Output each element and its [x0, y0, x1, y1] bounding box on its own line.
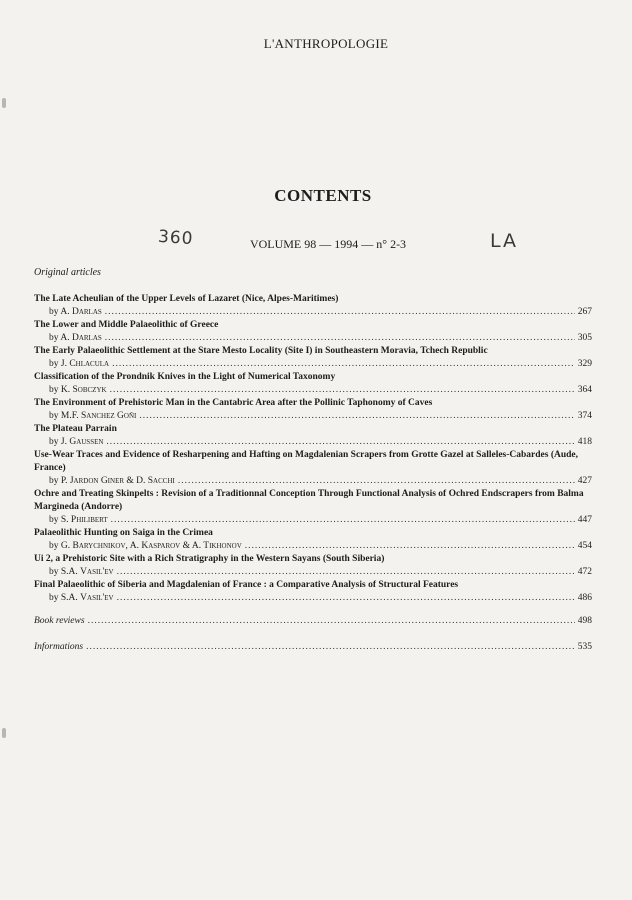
article-title: The Early Palaeolithic Settlement at the Stare Mesto Locality (Site I) in Southeastern Moravia, Tchech Republic [34, 346, 488, 356]
author-prefix: by S. [49, 515, 71, 525]
author-prefix: by S.A. [49, 567, 81, 577]
dot-leader [178, 475, 575, 488]
dot-leader [111, 514, 575, 527]
dot-leader [86, 641, 575, 654]
dot-leader [110, 384, 575, 397]
dot-leader [139, 410, 574, 423]
author-name: Gaussen [69, 437, 104, 447]
article-byline [34, 592, 592, 605]
toc-extra-row [34, 615, 592, 628]
article-author [49, 436, 103, 449]
page-number: 498 [577, 616, 592, 626]
author-prefix: by A. [49, 307, 72, 317]
page-number: 447 [577, 515, 592, 525]
dot-leader [105, 332, 575, 345]
author-prefix: by M.F. [49, 411, 81, 421]
article-author [49, 384, 107, 397]
article-title: Use-Wear Traces and Evidence of Resharpening and Hafting on Magdalenian Scrapers from Grotte Gazel at Salleles-Cabardes (Aude, France) [34, 450, 579, 473]
article-byline [34, 384, 592, 397]
article-byline [34, 540, 592, 553]
page-number: 418 [577, 437, 592, 447]
toc-entry [34, 449, 592, 488]
scan-edge-mark [2, 728, 6, 738]
article-title: The Plateau Parrain [34, 424, 117, 434]
page-number: 427 [577, 476, 592, 486]
article-author [49, 566, 114, 579]
article-author [49, 358, 109, 371]
page-number: 267 [577, 307, 592, 317]
page-number: 486 [577, 593, 592, 603]
toc-entry [34, 423, 592, 449]
page-number: 535 [577, 642, 592, 652]
page-number: 364 [577, 385, 592, 395]
handwritten-note-left: 360 [157, 226, 195, 250]
article-title: The Lower and Middle Palaeolithic of Greece [34, 320, 219, 330]
table-of-contents [34, 293, 592, 605]
handwritten-note-right: LA [490, 230, 519, 252]
toc-entry [34, 371, 592, 397]
dot-leader [106, 436, 574, 449]
author-name: Philibert [70, 515, 108, 525]
page-number: 374 [577, 411, 592, 421]
author-prefix: by P. [49, 476, 70, 486]
dot-leader [112, 358, 575, 371]
author-name: Darlas [71, 333, 102, 343]
article-byline [34, 358, 592, 371]
article-byline [34, 332, 592, 345]
dot-leader [117, 592, 575, 605]
extra-label: Informations [34, 642, 84, 652]
author-prefix: by A. [49, 333, 72, 343]
dot-leader [105, 306, 575, 319]
author-prefix: by J. [49, 437, 70, 447]
author-prefix: by S.A. [49, 593, 81, 603]
author-name: Darlas [71, 307, 102, 317]
article-title: Final Palaeolithic of Siberia and Magdalenian of France : a Comparative Analysis of Structural Features [34, 580, 459, 590]
toc-entry [34, 527, 592, 553]
dot-leader [117, 566, 575, 579]
article-title: Classification of the Prondnik Knives in the Light of Numerical Taxonomy [34, 372, 336, 382]
page-number: 305 [577, 333, 592, 343]
article-title: Ochre and Treating Skinpelts : Revision of a Traditionnal Conception Through Functional Analysis of Ochred Endscrapers from Balma Margineda (Andorre) [34, 489, 584, 512]
toc-entry [34, 488, 592, 527]
author-name: Sanchez Goñi [80, 411, 137, 421]
toc-entry [34, 345, 592, 371]
article-author [49, 592, 114, 605]
article-byline [34, 514, 592, 527]
article-byline [34, 410, 592, 423]
author-name: Vasil'ev [80, 593, 114, 603]
author-prefix: by K. [49, 385, 73, 395]
author-prefix: by G. [49, 541, 73, 551]
toc-entry [34, 579, 592, 605]
toc-extra-row [34, 641, 592, 654]
section-heading: Original articles [34, 267, 101, 278]
toc-entry [34, 319, 592, 345]
toc-entry [34, 553, 592, 579]
article-byline [34, 566, 592, 579]
article-author [49, 475, 175, 488]
article-author [49, 410, 136, 423]
dot-leader [88, 615, 575, 628]
article-byline [34, 475, 592, 488]
volume-line: VOLUME 98 — 1994 — n° 2-3 [249, 237, 407, 251]
author-name: Jardon Giner & D. Sacchi [69, 476, 175, 486]
article-byline [34, 436, 592, 449]
author-name: Vasil'ev [80, 567, 114, 577]
scan-edge-mark [2, 98, 6, 108]
article-byline [34, 306, 592, 319]
page-number: 472 [577, 567, 592, 577]
page-number: 329 [577, 359, 592, 369]
page-number: 454 [577, 541, 592, 551]
extra-label: Book reviews [34, 616, 85, 626]
article-title: The Late Acheulian of the Upper Levels of Lazaret (Nice, Alpes-Maritimes) [34, 294, 339, 304]
contents-title: CONTENTS [274, 186, 372, 205]
author-name: Sobczyk [72, 385, 107, 395]
author-prefix: by J. [49, 359, 70, 369]
article-author [49, 306, 102, 319]
author-name: Barychnikov, A. Kasparov & A. Tikhonov [72, 541, 242, 551]
article-title: Palaeolithic Hunting on Saiga in the Crimea [34, 528, 213, 538]
article-author [49, 332, 102, 345]
toc-entry [34, 293, 592, 319]
article-author [49, 514, 108, 527]
article-title: Ui 2, a Prehistoric Site with a Rich Stratigraphy in the Western Sayans (South Siberia) [34, 554, 385, 564]
article-title: The Environment of Prehistoric Man in the Cantabric Area after the Pollinic Taphonomy of Caves [34, 398, 433, 408]
toc-entry [34, 397, 592, 423]
journal-title: L'ANTHROPOLOGIE [263, 36, 389, 51]
extra-sections [34, 615, 592, 667]
article-author [49, 540, 242, 553]
author-name: Chlacula [69, 359, 110, 369]
dot-leader [245, 540, 575, 553]
